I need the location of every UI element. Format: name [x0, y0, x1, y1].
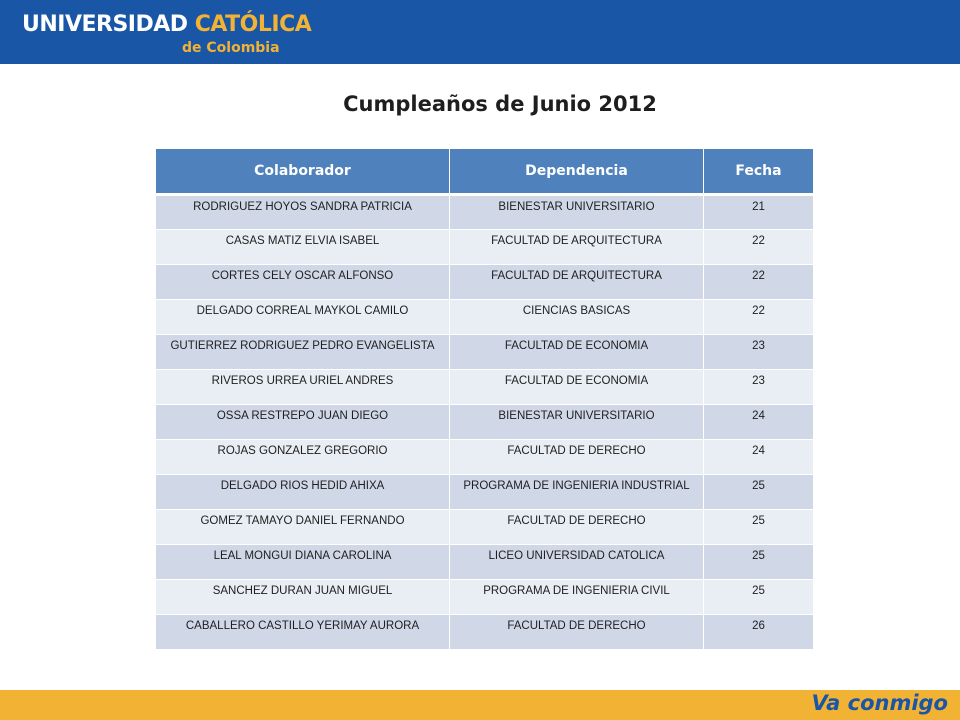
cell-dependencia: PROGRAMA DE INGENIERIA CIVIL: [450, 580, 704, 615]
table-row: [156, 230, 814, 265]
logo-line-2: de Colombia: [182, 40, 280, 56]
cell-dependencia: FACULTAD DE DERECHO: [450, 615, 704, 650]
cell-dependencia: FACULTAD DE DERECHO: [450, 440, 704, 475]
birthday-table: [155, 148, 814, 650]
table-row: [156, 370, 814, 405]
cell-fecha: 24: [704, 405, 814, 440]
table-row: [156, 580, 814, 615]
cell-fecha: 22: [704, 230, 814, 265]
cell-fecha: 24: [704, 440, 814, 475]
cell-dependencia: FACULTAD DE ARQUITECTURA: [450, 265, 704, 300]
cell-fecha: 22: [704, 300, 814, 335]
table-row: [156, 440, 814, 475]
cell-fecha: 25: [704, 545, 814, 580]
logo-line-1: [22, 12, 311, 38]
cell-fecha: 25: [704, 475, 814, 510]
cell-colaborador: CASAS MATIZ ELVIA ISABEL: [156, 230, 450, 265]
cell-dependencia: FACULTAD DE DERECHO: [450, 510, 704, 545]
table-row: [156, 195, 814, 230]
cell-colaborador: GUTIERREZ RODRIGUEZ PEDRO EVANGELISTA: [156, 335, 450, 370]
cell-fecha: 21: [704, 195, 814, 230]
cell-colaborador: DELGADO CORREAL MAYKOL CAMILO: [156, 300, 450, 335]
cell-dependencia: BIENESTAR UNIVERSITARIO: [450, 195, 704, 230]
cell-dependencia: PROGRAMA DE INGENIERIA INDUSTRIAL: [450, 475, 704, 510]
logo-word-catolica: CATÓLICA: [194, 12, 312, 37]
table-header-row: [156, 149, 814, 195]
cell-colaborador: LEAL MONGUI DIANA CAROLINA: [156, 545, 450, 580]
footer-slogan: Va conmigo: [811, 691, 948, 715]
table-row: [156, 615, 814, 650]
cell-dependencia: FACULTAD DE ARQUITECTURA: [450, 230, 704, 265]
university-logo: [22, 12, 312, 56]
table-row: [156, 335, 814, 370]
footer-bar: [0, 690, 960, 720]
cell-colaborador: OSSA RESTREPO JUAN DIEGO: [156, 405, 450, 440]
cell-dependencia: FACULTAD DE ECONOMIA: [450, 370, 704, 405]
cell-colaborador: CORTES CELY OSCAR ALFONSO: [156, 265, 450, 300]
table-row: [156, 545, 814, 580]
cell-colaborador: SANCHEZ DURAN JUAN MIGUEL: [156, 580, 450, 615]
logo-word-universidad: UNIVERSIDAD: [22, 12, 195, 37]
cell-dependencia: FACULTAD DE ECONOMIA: [450, 335, 704, 370]
table-row: [156, 405, 814, 440]
cell-fecha: 26: [704, 615, 814, 650]
cell-colaborador: CABALLERO CASTILLO YERIMAY AURORA: [156, 615, 450, 650]
cell-dependencia: CIENCIAS BASICAS: [450, 300, 704, 335]
table-row: [156, 510, 814, 545]
cell-fecha: 22: [704, 265, 814, 300]
column-header-colaborador: Colaborador: [156, 149, 450, 195]
header-bar: [0, 0, 960, 64]
table-row: [156, 265, 814, 300]
cell-fecha: 23: [704, 335, 814, 370]
cell-fecha: 23: [704, 370, 814, 405]
cell-colaborador: ROJAS GONZALEZ GREGORIO: [156, 440, 450, 475]
cell-colaborador: RIVEROS URREA URIEL ANDRES: [156, 370, 450, 405]
cell-dependencia: LICEO UNIVERSIDAD CATOLICA: [450, 545, 704, 580]
cell-fecha: 25: [704, 580, 814, 615]
cell-colaborador: DELGADO RIOS HEDID AHIXA: [156, 475, 450, 510]
cell-colaborador: GOMEZ TAMAYO DANIEL FERNANDO: [156, 510, 450, 545]
cell-fecha: 25: [704, 510, 814, 545]
column-header-dependencia: Dependencia: [450, 149, 704, 195]
page-title: Cumpleaños de Junio 2012: [343, 92, 657, 116]
cell-dependencia: BIENESTAR UNIVERSITARIO: [450, 405, 704, 440]
table-row: [156, 300, 814, 335]
table-row: [156, 475, 814, 510]
cell-colaborador: RODRIGUEZ HOYOS SANDRA PATRICIA: [156, 195, 450, 230]
column-header-fecha: Fecha: [704, 149, 814, 195]
